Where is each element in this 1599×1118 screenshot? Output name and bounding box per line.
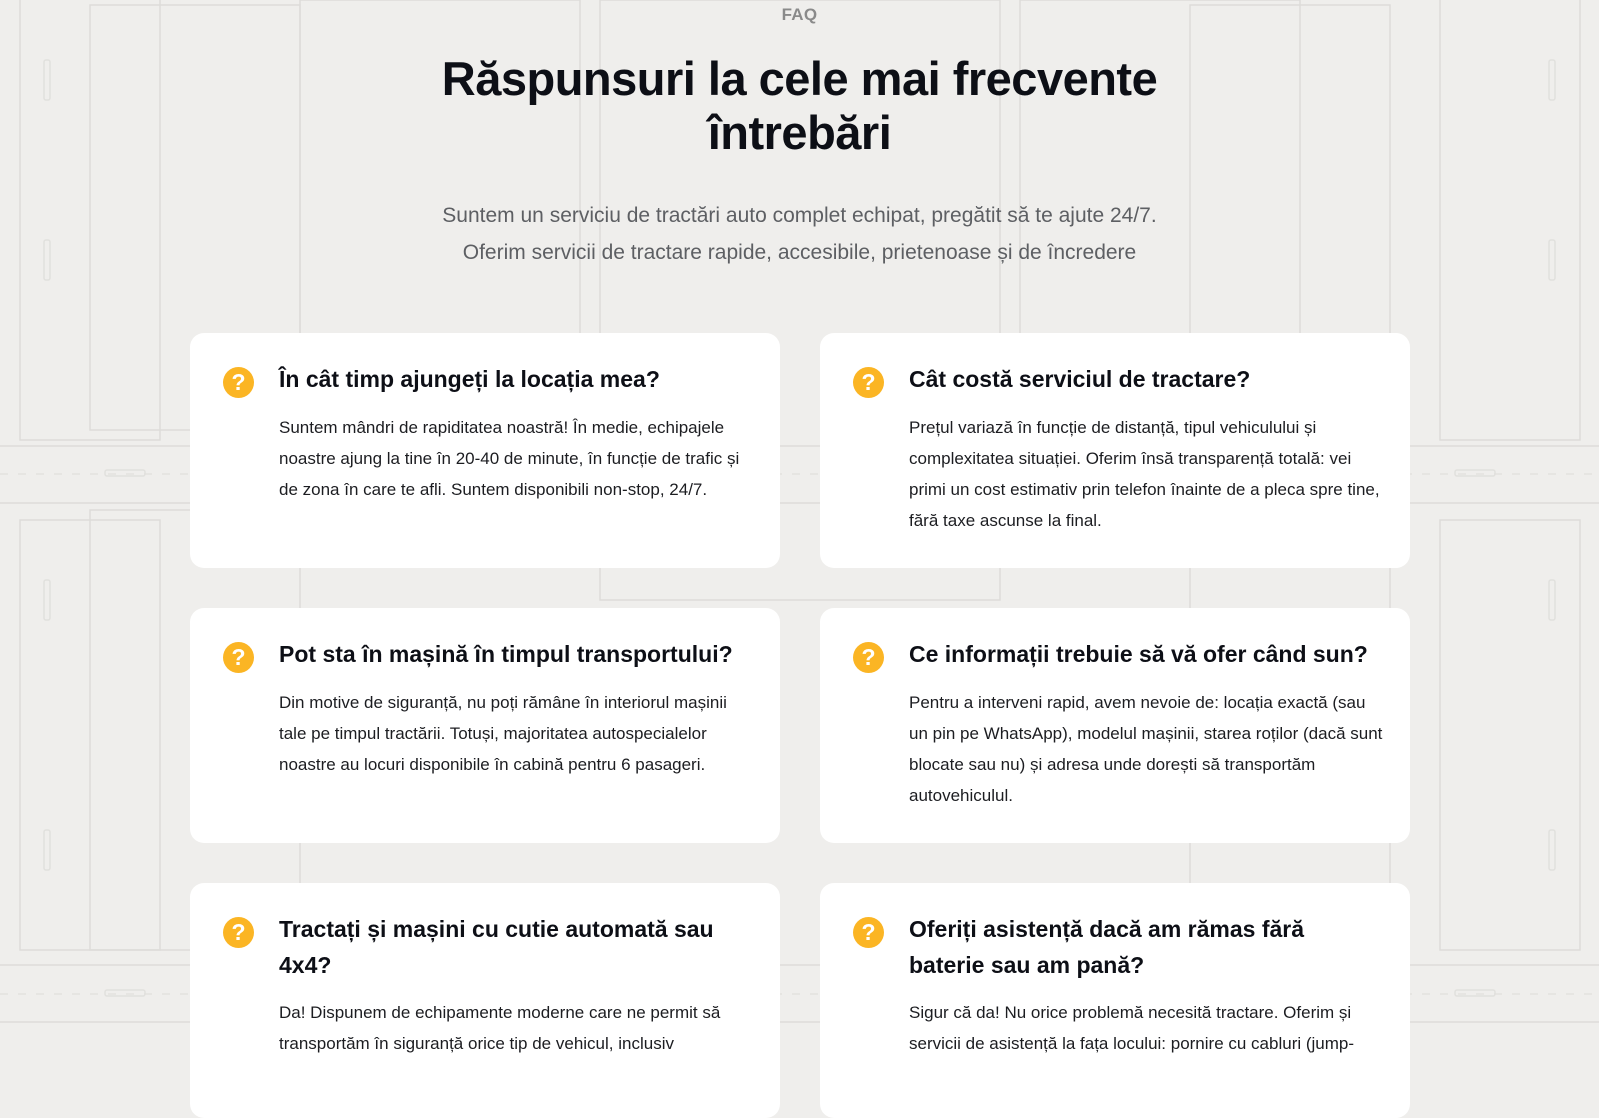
section-title (350, 52, 1249, 160)
question-icon: ? (853, 917, 884, 948)
question-icon: ? (223, 367, 254, 398)
faq-question: Oferiți asistență dacă am rămas fără baterie sau am pană? (909, 916, 1305, 978)
faq-card (190, 883, 780, 1118)
faq-question: Ce informații trebuie să vă ofer când sun? (909, 641, 1368, 667)
faq-answer: Din motive de siguranță, nu poți rămâne în interiorul mașinii tale pe timpul tractării. Totuși, majoritatea autospecialelor noastre au locuri disponibile în cabină pentru 6 pasageri. (279, 693, 727, 774)
faq-answer: Suntem mândri de rapiditatea noastră! În medie, echipajele noastre ajung la tine în 20-40 de minute, în funcție de trafic și de zona în care te afli. Suntem disponibili non-stop, 24/7. (279, 418, 740, 499)
faq-card (190, 608, 780, 843)
section-subtitle-line-2: Oferim servicii de tractare rapide, accesibile, prietenoase și de încredere (462, 241, 1137, 264)
faq-question: Tractați și mașini cu cutie automată sau 4x4? (279, 916, 714, 978)
question-icon: ? (223, 917, 254, 948)
faq-answer: Prețul variază în funcție de distanță, tipul vehiculului și complexitatea situației. Oferim însă transparență totală: vei primi un cost estimativ prin telefon înainte de a pleca spre tine, fără taxe ascunse la final. (909, 418, 1380, 530)
section-subtitle (300, 197, 1299, 271)
section-subtitle-line-1: Suntem un serviciu de tractări auto complet echipat, pregătit să te ajute 24/7. (442, 204, 1157, 227)
faq-card (820, 608, 1410, 843)
faq-card (820, 883, 1410, 1118)
faq-question: Cât costă serviciul de tractare? (909, 366, 1251, 392)
faq-card (190, 333, 780, 568)
faq-question: În cât timp ajungeți la locația mea? (279, 366, 660, 392)
faq-card (820, 333, 1410, 568)
question-icon: ? (223, 642, 254, 673)
section-title-line-1: Răspunsuri la cele mai frecvente (441, 52, 1158, 105)
faq-question: Pot sta în mașină în timpul transportului? (279, 641, 733, 667)
faq-answer: Da! Dispunem de echipamente moderne care ne permit să transportăm în siguranță orice tip de vehicul, inclusiv (279, 1003, 721, 1053)
section-title-line-2: întrebări (707, 106, 892, 159)
faq-answer: Sigur că da! Nu orice problemă necesită tractare. Oferim și servicii de asistență la fața locului: pornire cu cabluri (jump- (909, 1003, 1355, 1053)
question-icon: ? (853, 642, 884, 673)
faq-answer: Pentru a interveni rapid, avem nevoie de: locația exactă (sau un pin pe WhatsApp), modelul mașinii, starea roților (dacă sunt blocate sau nu) și adresa unde dorești să transportăm autovehiculul. (909, 693, 1383, 805)
section-eyebrow: FAQ (781, 5, 818, 24)
question-icon: ? (853, 367, 884, 398)
